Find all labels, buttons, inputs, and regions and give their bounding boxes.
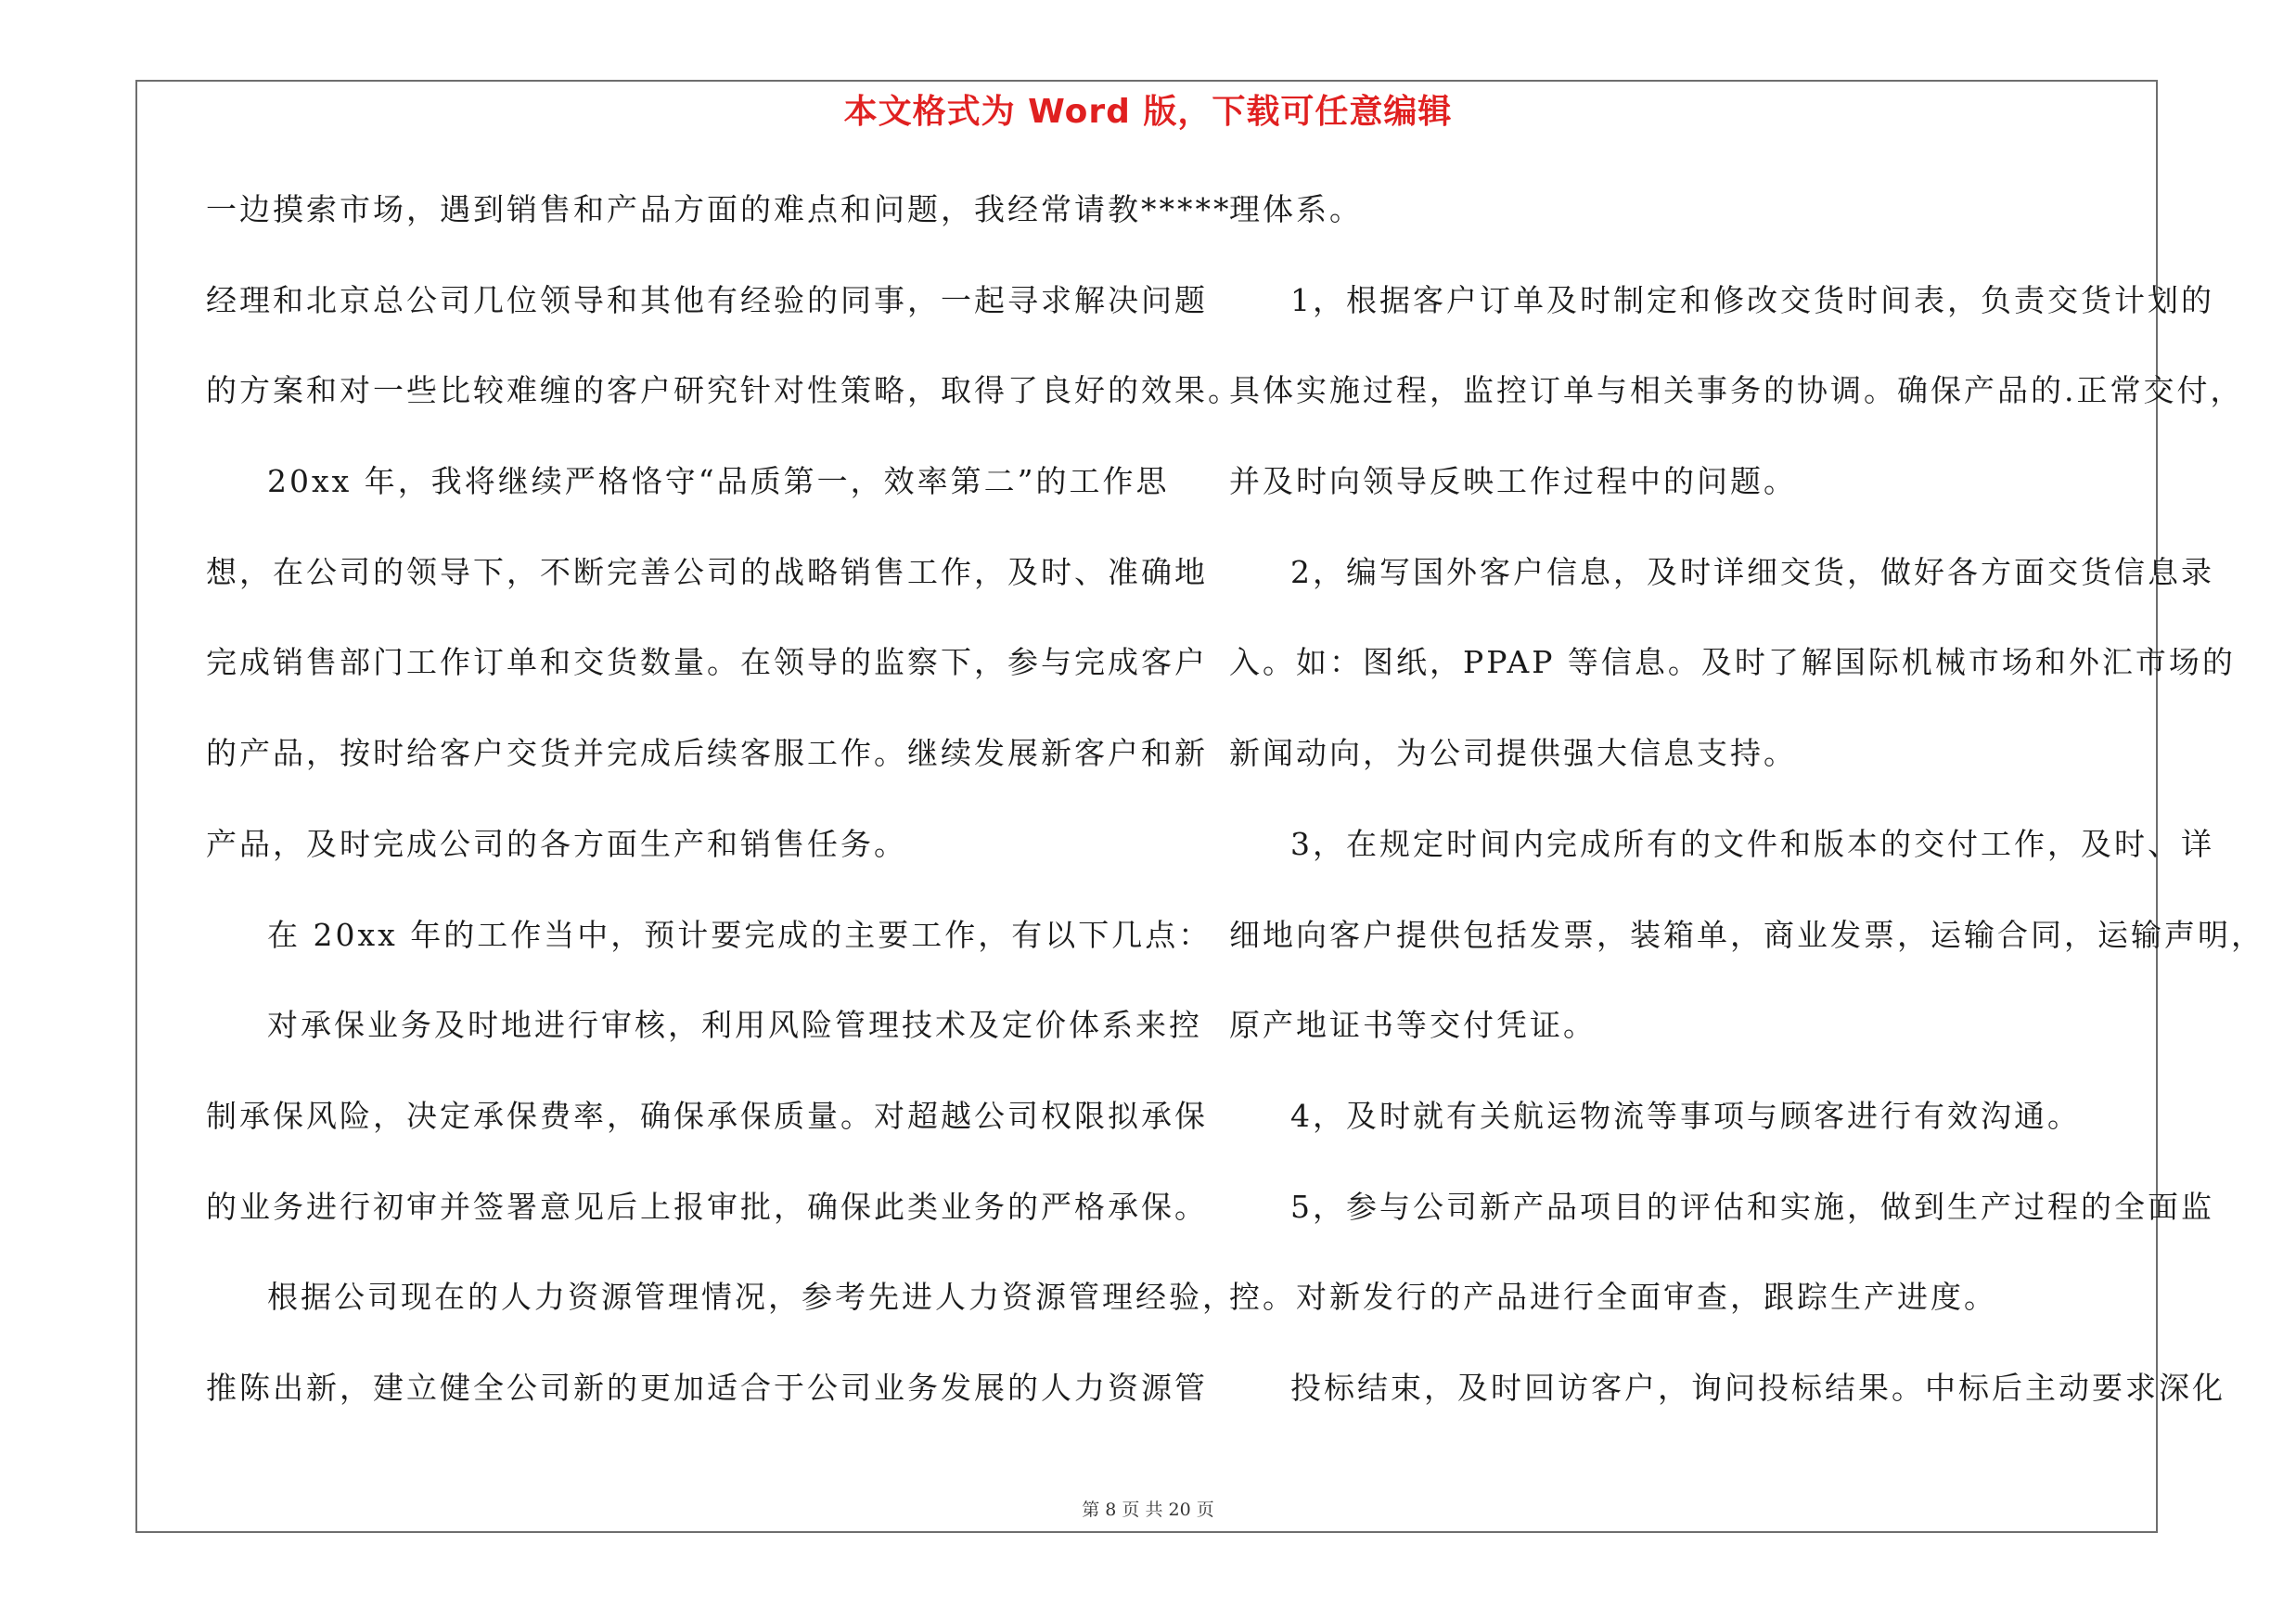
text-line: 理体系。 [1229, 191, 1363, 227]
text-line: 20xx 年，我将继续严格恪守“品质第一，效率第二”的工作思 [267, 463, 1170, 500]
text-line: 入。如：图纸，PPAP 等信息。及时了解国际机械市场和外汇市场的 [1229, 644, 2236, 681]
text-line: 3，在规定时间内完成所有的文件和版本的交付工作，及时、详 [1290, 825, 2214, 862]
text-line: 新闻动向，为公司提供强大信息支持。 [1229, 735, 1797, 772]
text-line: 制承保风险，决定承保费率，确保承保质量。对超越公司权限拟承保 [206, 1097, 1208, 1134]
format-banner: 本文格式为 Word 版，下载可任意编辑 [843, 93, 1453, 131]
text-line: 5，参与公司新产品项目的评估和实施，做到生产过程的全面监 [1290, 1188, 2214, 1225]
text-line: 想，在公司的领导下，不断完善公司的战略销售工作，及时、准确地 [206, 553, 1208, 590]
text-line: 2，编写国外客户信息，及时详细交货，做好各方面交货信息录 [1290, 553, 2214, 590]
text-line: 经理和北京总公司几位领导和其他有经验的同事，一起寻求解决问题 [206, 281, 1208, 318]
text-line: 产品，及时完成公司的各方面生产和销售任务。 [206, 825, 907, 862]
text-line: 原产地证书等交付凭证。 [1229, 1007, 1597, 1044]
text-line: 投标结束，及时回访客户，询问投标结果。中标后主动要求深化 [1290, 1369, 2225, 1406]
text-line: 的产品，按时给客户交货并完成后续客服工作。继续发展新客户和新 [206, 735, 1208, 772]
text-line: 完成销售部门工作订单和交货数量。在领导的监察下，参与完成客户 [206, 644, 1208, 681]
left-text-column [206, 181, 1241, 1450]
text-line: 一边摸索市场，遇到销售和产品方面的难点和问题，我经常请教***** [206, 191, 1232, 227]
text-line: 对承保业务及时地进行审核，利用风险管理技术及定价体系来控 [267, 1007, 1202, 1044]
text-line: 细地向客户提供包括发票，装箱单，商业发票，运输合同，运输声明， [1229, 916, 2264, 953]
text-line: 1，根据客户订单及时制定和修改交货时间表，负责交货计划的 [1290, 281, 2214, 318]
text-line: 的业务进行初审并签署意见后上报审批，确保此类业务的严格承保。 [206, 1188, 1208, 1225]
text-line: 根据公司现在的人力资源管理情况，参考先进人力资源管理经验， [267, 1279, 1236, 1316]
text-line: 推陈出新，建立健全公司新的更加适合于公司业务发展的人力资源管 [206, 1369, 1208, 1406]
right-text-column [1229, 181, 2264, 1450]
text-line: 具体实施过程，监控订单与相关事务的协调。确保产品的.正常交付， [1229, 372, 2244, 409]
page-number-footer: 第 8 页 共 20 页 [1082, 1500, 1214, 1520]
text-line: 并及时向领导反映工作过程中的问题。 [1229, 463, 1797, 500]
text-line: 4，及时就有关航运物流等事项与顾客进行有效沟通。 [1290, 1097, 2081, 1134]
text-line: 在 20xx 年的工作当中，预计要完成的主要工作，有以下几点： [267, 916, 1212, 953]
text-line: 控。对新发行的产品进行全面审查，跟踪生产进度。 [1229, 1279, 1997, 1316]
text-line: 的方案和对一些比较难缠的客户研究针对性策略，取得了良好的效果。 [206, 372, 1241, 409]
